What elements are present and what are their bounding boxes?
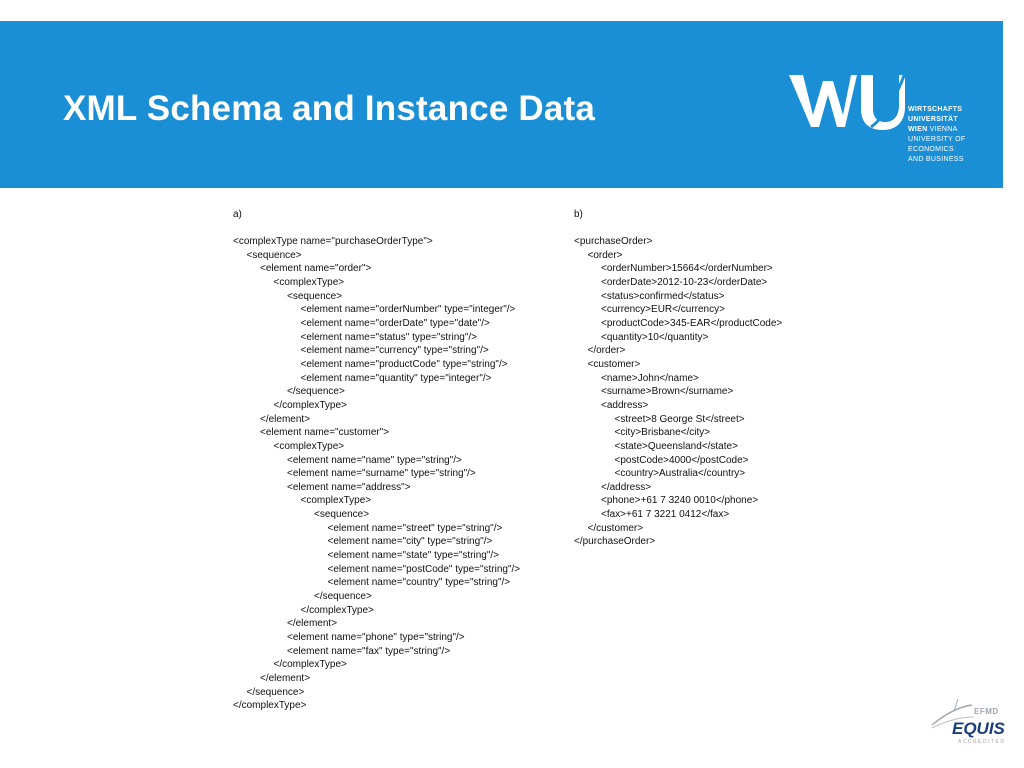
equis-accreditation-logo bbox=[928, 697, 1008, 752]
code-line: </complexType> bbox=[300, 604, 374, 616]
code-line: <element name="address"> bbox=[287, 481, 411, 493]
instance-code-lines bbox=[574, 235, 782, 549]
code-line: <element name="currency" type="string"/> bbox=[300, 345, 489, 357]
logo-text-bold: WIEN bbox=[908, 126, 928, 133]
code-line: <postCode>4000</postCode> bbox=[614, 454, 749, 466]
panel-b-label: b) bbox=[574, 209, 583, 220]
code-line: </sequence> bbox=[246, 686, 305, 698]
code-line: </complexType> bbox=[233, 700, 307, 712]
code-line: <sequence> bbox=[246, 249, 302, 261]
code-line: </sequence> bbox=[314, 591, 372, 603]
code-line: <street>8 George St</street> bbox=[614, 413, 745, 425]
code-line: <phone>+61 7 3240 0010</phone> bbox=[601, 495, 759, 507]
schema-code-lines bbox=[233, 235, 520, 713]
code-line: </customer> bbox=[587, 522, 644, 534]
accredited-text: ACCREDITED bbox=[958, 739, 1006, 745]
code-line: </element> bbox=[260, 413, 311, 425]
code-line: <state>Queensland</state> bbox=[614, 440, 738, 452]
code-line: </address> bbox=[601, 481, 652, 493]
code-line: <sequence> bbox=[287, 290, 343, 302]
code-line: <orderNumber>15664</orderNumber> bbox=[601, 263, 773, 275]
header-banner bbox=[0, 21, 1003, 188]
code-line: <element name="customer"> bbox=[260, 427, 390, 439]
logo-text-line bbox=[908, 105, 965, 115]
code-line: <complexType> bbox=[300, 495, 372, 507]
logo-text-line bbox=[908, 135, 965, 145]
code-line: <element name="fax" type="string"/> bbox=[287, 645, 451, 657]
logo-text-regular: UNIVERSITY OF bbox=[908, 136, 966, 143]
schema-panel-a bbox=[233, 208, 520, 713]
logo-text-line bbox=[908, 115, 965, 125]
code-line: </complexType> bbox=[273, 659, 347, 671]
code-line: <name>John</name> bbox=[601, 372, 699, 384]
instance-panel-b bbox=[574, 208, 782, 549]
code-line: <element name="phone" type="string"/> bbox=[287, 632, 465, 644]
code-line: <element name="name" type="string"/> bbox=[287, 454, 462, 466]
code-line: </complexType> bbox=[273, 399, 347, 411]
logo-text-bold: UNIVERSITÄT bbox=[908, 116, 958, 123]
code-line: <sequence> bbox=[314, 509, 370, 521]
efmd-text: EFMD bbox=[974, 707, 999, 716]
code-line: <complexType> bbox=[273, 440, 345, 452]
logo-text-line bbox=[908, 145, 965, 155]
code-line: <element name="country" type="string"/> bbox=[327, 577, 511, 589]
code-line: <element name="status" type="string"/> bbox=[300, 331, 478, 343]
code-line: <order> bbox=[587, 249, 623, 261]
code-line: <quantity>10</quantity> bbox=[601, 331, 709, 343]
code-line: </sequence> bbox=[287, 386, 345, 398]
code-line: <country>Australia</country> bbox=[614, 468, 746, 480]
logo-text-line bbox=[908, 155, 965, 165]
logo-text-line bbox=[908, 125, 965, 135]
code-line: <element name="city" type="string"/> bbox=[327, 536, 493, 548]
panel-a-label: a) bbox=[233, 209, 242, 220]
code-line: <status>confirmed</status> bbox=[601, 290, 725, 302]
logo-text-regular: ECONOMICS bbox=[908, 146, 954, 153]
code-line: <element name="order"> bbox=[260, 263, 372, 275]
code-line: <element name="productCode" type="string"/> bbox=[300, 358, 508, 370]
wu-logo-text bbox=[908, 105, 965, 165]
code-line: </element> bbox=[260, 673, 311, 684]
code-line: <currency>EUR</currency> bbox=[601, 304, 725, 316]
wu-logo-mark bbox=[787, 69, 907, 139]
code-line: <element name="state" type="string"/> bbox=[327, 550, 500, 562]
logo-text-bold: WIRTSCHAFTS bbox=[908, 106, 963, 113]
code-line: <customer> bbox=[587, 358, 641, 370]
code-line: <element name="orderNumber" type="integer"/> bbox=[300, 304, 516, 316]
code-line: </purchaseOrder> bbox=[574, 536, 656, 548]
code-line: <productCode>345-EAR</productCode> bbox=[601, 317, 783, 329]
code-line: <address> bbox=[601, 399, 649, 411]
equis-text: EQUIS bbox=[952, 719, 1005, 738]
code-line: <complexType> bbox=[273, 276, 345, 288]
logo-text-regular: AND BUSINESS bbox=[908, 156, 964, 163]
code-line: <element name="surname" type="string"/> bbox=[287, 468, 476, 480]
slide-title: XML Schema and Instance Data bbox=[63, 89, 596, 128]
code-line: <element name="street" type="string"/> bbox=[327, 522, 503, 534]
logo-text-regular: VIENNA bbox=[927, 126, 958, 133]
code-line: <element name="quantity" type="integer"/> bbox=[300, 372, 492, 384]
code-line: <purchaseOrder> bbox=[574, 236, 653, 247]
code-line: </order> bbox=[587, 345, 626, 357]
code-line: </element> bbox=[287, 618, 338, 630]
code-line: <complexType name="purchaseOrderType"> bbox=[233, 236, 433, 247]
wu-logo bbox=[787, 69, 987, 179]
code-line: <orderDate>2012-10-23</orderDate> bbox=[601, 276, 768, 288]
code-line: <fax>+61 7 3221 0412</fax> bbox=[601, 509, 730, 521]
code-line: <city>Brisbane</city> bbox=[614, 427, 711, 439]
code-line: <element name="postCode" type="string"/> bbox=[327, 563, 521, 575]
code-line: <element name="orderDate" type="date"/> bbox=[300, 317, 490, 329]
code-line: <surname>Brown</surname> bbox=[601, 386, 734, 398]
